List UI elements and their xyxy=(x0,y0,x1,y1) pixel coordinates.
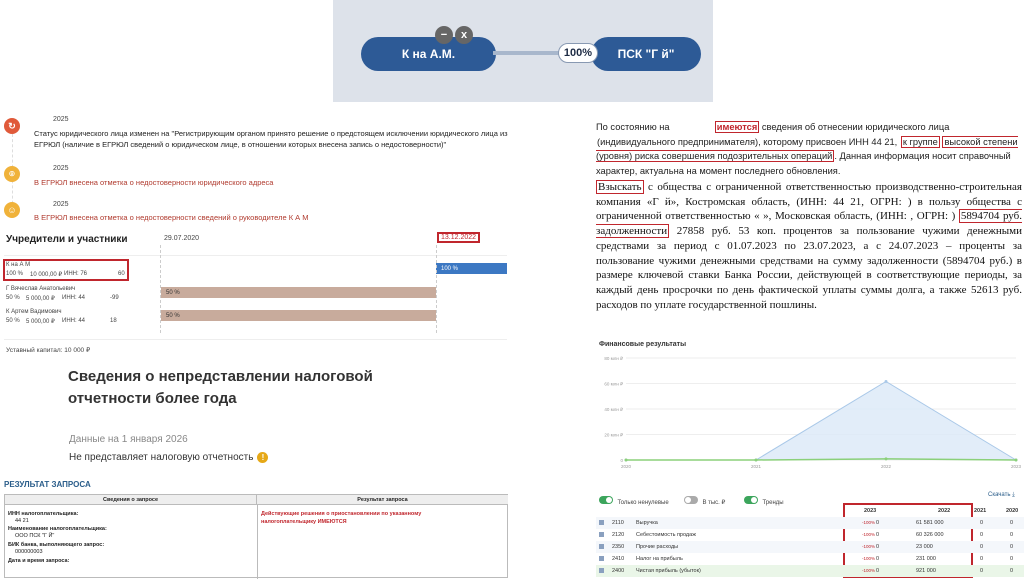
tax-section-title: Сведения о непредставлении налоговой отчетности более года xyxy=(68,368,373,407)
data-point xyxy=(625,459,628,462)
toggle-switch[interactable] xyxy=(684,496,698,504)
row-name: Себестоимость продаж xyxy=(636,532,696,538)
row-code: 2400 xyxy=(612,568,625,574)
tax-status xyxy=(69,452,268,463)
toggle-label: Тренды xyxy=(762,500,784,506)
fin-chart xyxy=(596,352,1024,470)
court-decision-text xyxy=(596,180,1022,312)
row-checkbox[interactable] xyxy=(599,532,604,537)
text-fragment: с общества с ограниченной ответственностью производственно-строительная компания «Г й», Костромская область, (ИНН: 44 21, ОГРН: ) в пользу общества с ограниченной ответственностью « », Московская область, (ИНН: , ОГРН: ) xyxy=(596,181,1022,223)
ownership-diagram xyxy=(333,0,713,102)
fin-chart-title: Финансовые результаты xyxy=(599,341,687,348)
highlight-risk-group: к группе xyxy=(902,136,938,147)
toggle-switch[interactable] xyxy=(599,496,613,504)
founder-inn: ИНН: 76 xyxy=(64,271,87,277)
tax-data-date: Данные на 1 января 2026 xyxy=(69,434,188,445)
value-2023: 0 xyxy=(876,532,880,538)
download-label: Скачать xyxy=(988,492,1011,498)
row-code: 2120 xyxy=(612,532,625,538)
value-2022: 23 000 xyxy=(916,544,933,550)
value-2021: 0 xyxy=(980,532,984,538)
status-change-icon: ↻ xyxy=(4,118,20,134)
fin-table-row xyxy=(596,553,1024,565)
bik-value: 000000003 xyxy=(15,549,43,555)
fin-header-row xyxy=(596,505,1024,517)
share-badge: 100% xyxy=(558,43,598,63)
row-checkbox[interactable] xyxy=(599,544,604,549)
value-2023: 0 xyxy=(876,544,880,550)
share-bar: 100 % xyxy=(436,263,507,274)
founders-title: Учредители и участники xyxy=(6,234,128,245)
date-gridline xyxy=(436,245,437,333)
timeline-year: 2025 xyxy=(53,116,69,123)
data-point xyxy=(885,380,888,383)
y-tick-label: 40 млн ₽ xyxy=(604,407,623,412)
share-bar: 50 % xyxy=(161,287,436,298)
highlight-risk-level: высокой степени (уровня) риска совершения подозрительных операций xyxy=(596,136,1018,161)
row-checkbox[interactable] xyxy=(599,568,604,573)
fin-table-row xyxy=(596,565,1024,577)
download-icon: ⤓ xyxy=(1012,492,1015,498)
value-2020: 0 xyxy=(1010,520,1014,526)
share-bar: 50 % xyxy=(161,310,436,321)
person-icon: ☺ xyxy=(4,202,20,218)
value-2021: 0 xyxy=(980,544,984,550)
close-icon[interactable]: x xyxy=(455,26,473,44)
person-node-label: К на А.М. xyxy=(401,47,456,61)
founder-capital: 5 000,00 ₽ xyxy=(26,319,55,325)
x-tick-label: 2022 xyxy=(880,464,892,469)
text-fragment: . Данная информация носит справочный характер, актуальна на момент последнего обновления. xyxy=(596,151,1011,176)
datetime-label: Дата и время запроса: xyxy=(8,558,70,564)
value-2021: 0 xyxy=(980,520,984,526)
highlight-debt: 5894704 руб. задолженности xyxy=(596,210,1023,238)
value-2023: 0 xyxy=(876,568,880,574)
toggle-label: В тыс. ₽ xyxy=(702,500,726,506)
data-point xyxy=(885,457,888,460)
row-name: Налог на прибыль xyxy=(636,556,683,562)
data-point xyxy=(1015,459,1018,462)
value-2022: 60 326 000 xyxy=(916,532,944,538)
row-change: -100% xyxy=(862,544,876,549)
date-end: 13.12.2022 xyxy=(437,232,480,243)
request-result-title: РЕЗУЛЬТАТ ЗАПРОСА xyxy=(4,480,91,489)
text-fragment: По состоянию на xyxy=(596,122,670,132)
row-code: 2110 xyxy=(612,520,624,526)
name-label: Наименование налогоплательщика: xyxy=(8,526,107,532)
bik-label: БИК банка, выполняющего запрос: xyxy=(8,542,105,548)
row-name: Выручка xyxy=(636,520,658,526)
founder-share: 100 % xyxy=(6,271,24,277)
value-2023: 0 xyxy=(876,520,880,526)
value-2022: 61 581 000 xyxy=(916,520,944,526)
text-fragment: (индивидуального предпринимателя), которому присвоен ИНН 44 21, xyxy=(597,136,898,147)
request-result-text: Действующие решения о приостановлении по указанному налогоплательщику ИМЕЮТСЯ xyxy=(261,511,422,525)
row-name: Прочие расходы xyxy=(636,544,679,550)
founder-name[interactable]: К Артем Вадимович xyxy=(6,309,62,315)
row-change: -100% xyxy=(862,556,876,561)
row-code: 2350 xyxy=(612,544,625,550)
person-node[interactable] xyxy=(361,37,496,71)
divider xyxy=(4,255,507,256)
year-header: 2020 xyxy=(1006,508,1019,514)
company-node[interactable] xyxy=(591,37,701,71)
company-node-label: ПСК "Г й" xyxy=(617,47,675,61)
founder-name[interactable]: Г Вячеслав Анатольевич xyxy=(6,286,76,292)
year-header: 2023 xyxy=(864,508,877,514)
row-change: -100% xyxy=(862,520,876,525)
date-gridline xyxy=(160,245,161,333)
founder-capital: 5 000,00 ₽ xyxy=(26,296,55,302)
value-2021: 0 xyxy=(980,568,984,574)
col-divider xyxy=(257,505,258,579)
founder-capital: 10 000,00 ₽ xyxy=(30,272,63,278)
fin-table-row xyxy=(596,541,1024,553)
fin-table-row xyxy=(596,517,1024,529)
value-2021: 0 xyxy=(980,556,984,562)
fin-table-row xyxy=(596,529,1024,541)
founder-inn-tail: 60 xyxy=(118,271,125,277)
value-2020: 0 xyxy=(1010,556,1014,562)
row-change: -100% xyxy=(862,532,876,537)
row-name: Чистая прибыль (убыток) xyxy=(636,568,701,574)
authorized-capital: Уставный капитал: 10 000 ₽ xyxy=(6,347,91,354)
timeline-event: В ЕГРЮЛ внесена отметка о недостоверности юридического адреса xyxy=(34,178,274,187)
timeline-event: В ЕГРЮЛ внесена отметка о недостоверности сведений о руководителе К А М xyxy=(34,213,309,222)
value-2020: 0 xyxy=(1010,532,1014,538)
year-header: 2021 xyxy=(974,508,987,514)
inn-value: 44 21 xyxy=(15,518,29,524)
text-fragment: сведения об отнесении юридического лица xyxy=(761,122,950,132)
founder-inn: ИНН: 44 xyxy=(62,318,85,324)
inn-label: ИНН налогоплательщика: xyxy=(8,511,79,517)
col-header: Сведения о запросе xyxy=(5,495,257,505)
value-2022: 231 000 xyxy=(916,556,936,562)
timeline-event: Статус юридического лица изменен на "Регистрирующим органом принято решение о предстоящем исключении юридического лица из ЕГРЮЛ (наличие в ЕГРЮЛ сведений о юридическом лице, в отношении которых внесена запись о недостоверности)" xyxy=(34,129,508,149)
minus-icon[interactable]: − xyxy=(435,26,453,44)
x-tick-label: 2023 xyxy=(1010,464,1022,469)
founder-inn-tail: 18 xyxy=(110,318,117,324)
y-tick-label: 60 млн ₽ xyxy=(604,381,623,387)
timeline-year: 2025 xyxy=(53,165,69,172)
row-code: 2410 xyxy=(612,556,625,562)
founder-share: 50 % xyxy=(6,318,20,324)
location-icon: ⌾ xyxy=(4,166,20,182)
row-checkbox[interactable] xyxy=(599,520,604,525)
y-tick-label: 80 млн ₽ xyxy=(604,356,623,361)
row-checkbox[interactable] xyxy=(599,556,604,561)
col-header: Результат запроса xyxy=(257,495,508,505)
y-tick-label: 0 xyxy=(620,458,623,463)
founder-share: 50 % xyxy=(6,295,20,301)
toggle-switch[interactable] xyxy=(744,496,758,504)
founder-name[interactable]: К на А М xyxy=(6,262,31,268)
x-tick-label: 2020 xyxy=(620,464,632,469)
date-start: 29.07.2020 xyxy=(164,235,200,242)
value-2022: 921 000 xyxy=(916,568,936,574)
value-2023: 0 xyxy=(876,556,880,562)
highlight-collect: Взыскать xyxy=(598,181,642,193)
y-tick-label: 20 млн ₽ xyxy=(604,432,623,438)
timeline-year: 2025 xyxy=(53,201,69,208)
text-fragment: 27858 руб. 53 коп. процентов за пользование чужими денежными средствами за период с 01.07.2023 по 23.07.2023, а с 24.07.2023 – проценты за пользование чужими денежными средствами на сумму задолженности (5894704 руб.) в размере ключевой ставки Банка России, действующей в соответствующие периоды, за каждый день просрочки по день фактической уплаты суммы долга, а также 52613 руб. расходов по уплате государственной пошлины. xyxy=(596,225,1023,311)
row-change: -100% xyxy=(862,568,876,573)
founder-inn: ИНН: 44 xyxy=(62,295,85,301)
founder-inn-tail: -99 xyxy=(110,295,119,301)
divider xyxy=(4,339,507,340)
download-link[interactable] xyxy=(988,492,1015,499)
x-tick-label: 2021 xyxy=(750,464,762,469)
year-header: 2022 xyxy=(938,508,951,514)
value-2020: 0 xyxy=(1010,568,1014,574)
series-line xyxy=(626,459,1016,460)
value-2020: 0 xyxy=(1010,544,1014,550)
toggle-label: Только ненулевые xyxy=(617,500,669,506)
warning-icon[interactable]: ! xyxy=(257,452,268,463)
highlight-exists: имеются xyxy=(716,122,758,132)
name-value: ООО ПСК "Г Й" xyxy=(15,533,55,539)
tax-status-text: Не представляет налоговую отчетность xyxy=(69,452,254,463)
data-point xyxy=(755,459,758,462)
risk-info-text xyxy=(596,120,1022,178)
request-table xyxy=(4,494,508,578)
